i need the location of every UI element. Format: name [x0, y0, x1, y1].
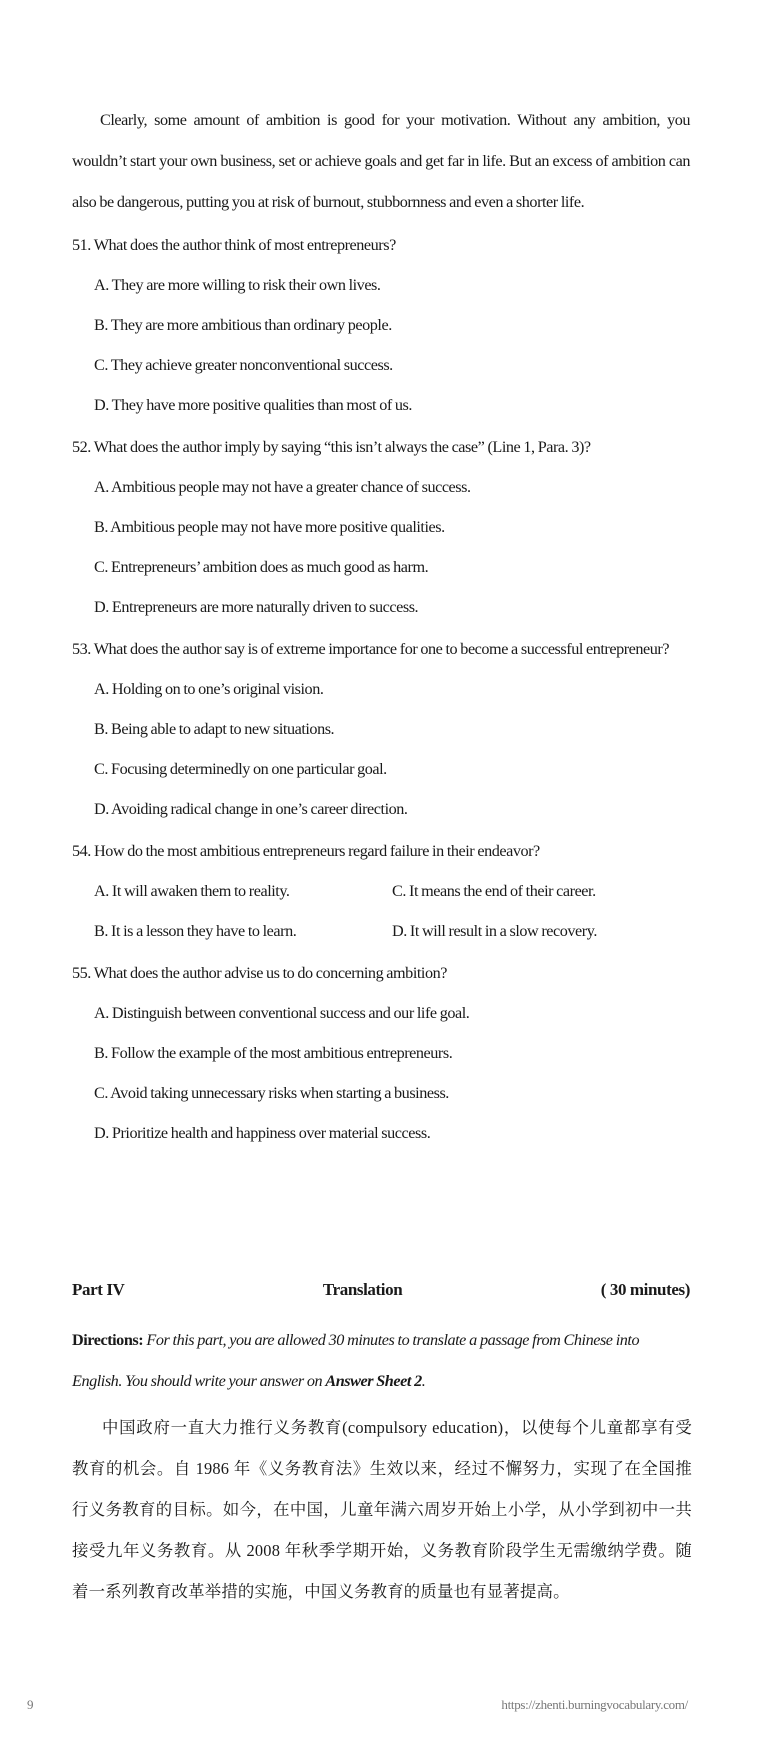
directions-end: .	[421, 1372, 426, 1390]
question-53	[72, 629, 690, 829]
option-a: A. They are more willing to risk their own lives.	[94, 276, 381, 294]
part-header	[72, 1280, 690, 1300]
question-51	[72, 225, 690, 425]
footer-url[interactable]: https://zhenti.burningvocabulary.com/	[501, 1697, 688, 1712]
option-d: D. It will result in a slow recovery.	[392, 922, 597, 940]
option-a: A. Distinguish between conventional success and our life goal.	[94, 1004, 470, 1022]
option-d: D. They have more positive qualities than most of us.	[94, 396, 412, 414]
option-b: B. Follow the example of the most ambitious entrepreneurs.	[94, 1044, 453, 1062]
option-b: B. They are more ambitious than ordinary people.	[94, 316, 392, 334]
question-52	[72, 427, 690, 627]
intro-paragraph: Clearly, some amount of ambition is good for your motivation. Without any ambition, you wouldn’t start your own business, set or achieve goals and get far in life. But an excess of ambition can also be dangerous, putting you at risk of burnout, stubbornness and even a shorter life.	[72, 111, 690, 211]
question-54	[72, 831, 690, 951]
question-55	[72, 953, 690, 1153]
question-stem: 52. What does the author imply by saying “this isn’t always the case” (Line 1, Para. 3)?	[72, 438, 591, 456]
option-b: B. It is a lesson they have to learn.	[94, 922, 297, 940]
option-a: A. It will awaken them to reality.	[94, 882, 290, 900]
question-stem: 53. What does the author say is of extreme importance for one to become a successful entrepreneur?	[72, 640, 670, 658]
part-time: ( 30 minutes)	[600, 1280, 690, 1299]
directions	[72, 1320, 690, 1402]
directions-label: Directions:	[72, 1331, 144, 1349]
option-d: D. Avoiding radical change in one’s career direction.	[94, 800, 408, 818]
option-c: C. They achieve greater nonconventional success.	[94, 356, 393, 374]
options-row-1	[72, 871, 690, 911]
option-b: B. Being able to adapt to new situations.	[94, 720, 335, 738]
option-a: A. Ambitious people may not have a greater chance of success.	[94, 478, 471, 496]
option-d: D. Prioritize health and happiness over material success.	[94, 1124, 431, 1142]
answer-sheet-name: Answer Sheet 2	[325, 1372, 422, 1390]
option-c: C. Avoid taking unnecessary risks when starting a business.	[94, 1084, 449, 1102]
part-label: Part IV	[72, 1280, 125, 1299]
question-stem: 54. How do the most ambitious entrepreneurs regard failure in their endeavor?	[72, 842, 540, 860]
page-number: 9	[27, 1697, 34, 1712]
option-a: A. Holding on to one’s original vision.	[94, 680, 324, 698]
directions-text: For this part, you are allowed 30 minutes to translate a passage from Chinese into English. You should write your answer on	[72, 1331, 640, 1390]
option-c: C. Entrepreneurs’ ambition does as much good as harm.	[94, 558, 429, 576]
reading-section	[72, 100, 690, 1153]
question-stem: 51. What does the author think of most entrepreneurs?	[72, 236, 396, 254]
part-title: Translation	[322, 1280, 403, 1299]
option-d: D. Entrepreneurs are more naturally driven to success.	[94, 598, 419, 616]
option-c: C. Focusing determinedly on one particular goal.	[94, 760, 387, 778]
option-b: B. Ambitious people may not have more positive qualities.	[94, 518, 445, 536]
question-stem: 55. What does the author advise us to do concerning ambition?	[72, 964, 447, 982]
chinese-passage: 中国政府一直大力推行义务教育(compulsory education)，以使每个儿童都享有受教育的机会。自 1986 年《义务教育法》生效以来，经过不懈努力，实现了在全国推行义务教育的目标。如今，在中国，儿童年满六周岁开始上小学，从小学到初中一共接受九年义务教育。从 2008 年秋季学期开始，义务教育阶段学生无需缴纳学费。随着一系列教育改革举措的实施，中国义务教育的质量也有显著提高。	[72, 1418, 692, 1601]
option-c: C. It means the end of their career.	[392, 882, 596, 900]
options-row-2	[72, 911, 690, 951]
